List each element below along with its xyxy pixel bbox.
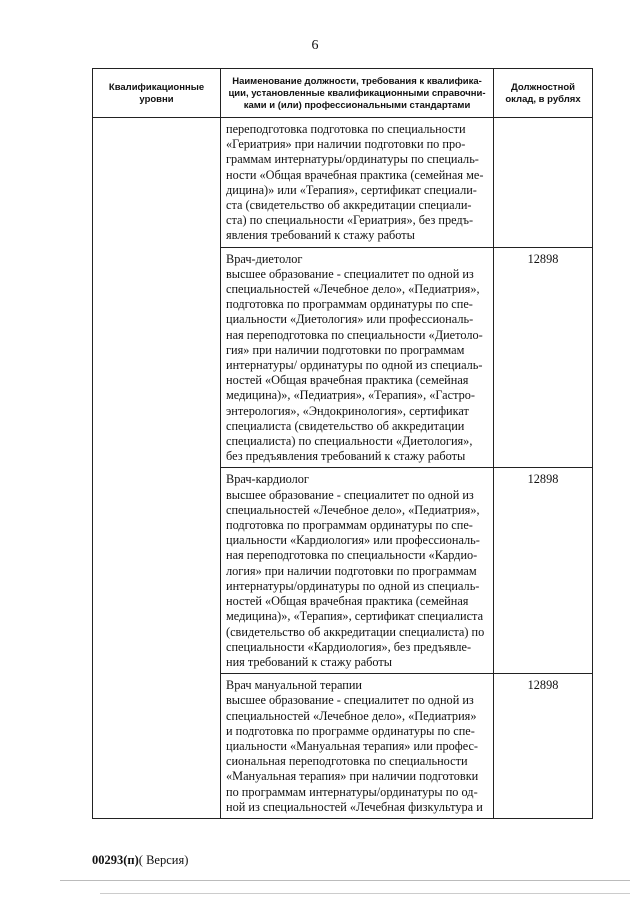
description-line: высшее образование - специалитет по одной из: [226, 693, 474, 708]
document-code: 00293(п): [92, 853, 139, 867]
description-line: «Гериатрия» при наличии подготовки по про-: [226, 137, 466, 152]
description-line: специальностей «Лечебное дело», «Педиатрия»: [226, 708, 477, 723]
description-line: ста) по специальности «Гериатрия», без предъ-: [226, 213, 474, 228]
position-title: Врач-кардиолог: [226, 472, 309, 487]
description-line: энтерология», «Эндокринология», сертификат: [226, 403, 469, 418]
description-line: ной из специальностей «Лечебная физкультура и: [226, 799, 483, 814]
scan-divider-line: [100, 893, 630, 894]
description-line: циальности «Кардиология» или профессиональ-: [226, 533, 480, 548]
description-line: ностей «Общая врачебная практика (семейная: [226, 373, 469, 388]
qualification-table: [92, 68, 593, 819]
position-description-cell: [221, 674, 494, 819]
header-position-requirements: [221, 69, 494, 118]
description-line: (свидетельство об аккредитации специалиста) по: [226, 624, 485, 639]
header-line: Должностной: [511, 81, 575, 93]
description-line: ностей «Общая врачебная практика (семейная: [226, 594, 469, 609]
description-line: циальности «Мануальная терапия» или профес-: [226, 738, 479, 753]
description-line: сиональная переподготовка по специальности: [226, 754, 468, 769]
description-line: логия» при наличии подготовки по программам: [226, 563, 477, 578]
description-line: медицина)», «Терапия», сертификат специалиста: [226, 609, 484, 624]
position-description-cell: [221, 247, 494, 468]
description-line: интернатуры/ординатуры по одной из специаль-: [226, 578, 480, 593]
description-line: специальностей «Лечебное дело», «Педиатрия»,: [226, 282, 480, 297]
description-line: ния требований к стажу работы: [226, 654, 393, 669]
header-line: ции, установленные квалификационными справочни-: [228, 87, 486, 99]
description-line: циальности «Диетология» или профессиональ-: [226, 312, 474, 327]
position-title: Врач-диетолог: [226, 251, 303, 266]
description-line: гия» при наличии подготовки по программам: [226, 342, 465, 357]
description-line: переподготовка подготовка по специальности: [226, 122, 466, 136]
salary-cell: 12898: [494, 247, 593, 468]
table-header-row: [93, 69, 593, 118]
description-line: ности «Общая врачебная практика (семейная ме-: [226, 167, 484, 182]
description-line: граммам интернатуры/ординатуры по специаль-: [226, 152, 479, 167]
description-line: подготовка по программам ординатуры по спе-: [226, 297, 473, 312]
description-line: интернатуры/ ординатуры по одной из специаль-: [226, 358, 483, 373]
header-salary: [494, 69, 593, 118]
description-line: специальностей «Лечебное дело», «Педиатрия»,: [226, 502, 480, 517]
scan-divider-line: [60, 880, 630, 881]
table-row: [93, 118, 593, 248]
header-line: Наименование должности, требования к квалифика-: [232, 75, 482, 87]
description-line: подготовка по программам ординатуры по спе-: [226, 518, 473, 533]
document-footer: [92, 853, 188, 868]
header-line: уровни: [139, 93, 174, 105]
salary-cell: [494, 118, 593, 248]
position-title: Врач мануальной терапии: [226, 678, 363, 693]
description-line: ная переподготовка по специальности «Диетоло-: [226, 327, 483, 342]
description-line: «Мануальная терапия» при наличии подготовки: [226, 769, 479, 784]
position-description-cell: [221, 118, 494, 248]
salary-cell: 12898: [494, 468, 593, 674]
description-line: и подготовка по программе ординатуры по спе-: [226, 723, 475, 738]
description-line: ста (свидетельство об аккредитации специали-: [226, 198, 472, 213]
qualification-level-cell: [93, 118, 221, 819]
document-version: ( Версия): [138, 853, 189, 867]
description-line: по программам интернатуры/ординатуры по од-: [226, 784, 478, 799]
description-line: специальности «Кардиология», без предъявле-: [226, 639, 472, 654]
page-number: 6: [311, 38, 319, 53]
position-description-cell: [221, 468, 494, 674]
header-line: оклад, в рублях: [505, 93, 581, 105]
description-line: специалиста) по специальности «Диетология»,: [226, 434, 473, 449]
description-line: высшее образование - специалитет по одной из: [226, 266, 474, 281]
description-line: дицина)» или «Терапия», сертификат специали-: [226, 182, 477, 197]
header-qualification-levels: [93, 69, 221, 118]
description-line: медицина)», «Педиатрия», «Терапия», «Гастро-: [226, 388, 476, 403]
header-line: Квалификационные: [108, 81, 205, 93]
table-body: [93, 118, 593, 819]
description-line: специалиста (свидетельство об аккредитации: [226, 418, 465, 433]
salary-cell: 12898: [494, 674, 593, 819]
description-line: без предъявления требований к стажу работы: [226, 449, 466, 464]
description-line: ная переподготовка по специальности «Кардио-: [226, 548, 478, 563]
description-line: высшее образование - специалитет по одной из: [226, 487, 474, 502]
header-line: ками и (или) профессиональными стандартами: [243, 99, 471, 111]
description-line: явления требований к стажу работы: [226, 228, 415, 243]
